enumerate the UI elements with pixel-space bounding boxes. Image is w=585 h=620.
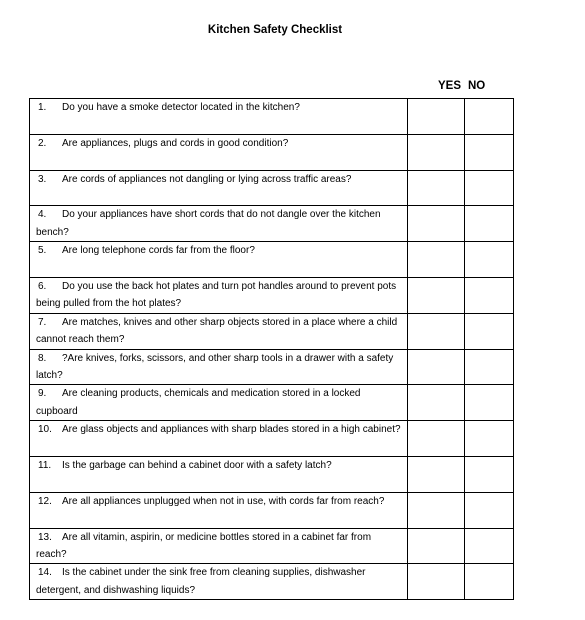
checklist-row <box>30 564 514 600</box>
question-text: Do you use the back hot plates and turn pot handles around to prevent pots being pulled from the hot plates? <box>36 280 397 310</box>
question-content <box>30 385 407 420</box>
question-content <box>30 493 407 528</box>
yes-answer-cell[interactable] <box>408 277 465 313</box>
question-text: Do you have a smoke detector located in the kitchen? <box>62 102 300 113</box>
no-answer-cell[interactable] <box>465 242 514 278</box>
checklist-row <box>30 277 514 313</box>
question-text: Are matches, knives and other sharp objects stored in a place where a child cannot reach them? <box>36 316 398 346</box>
question-content <box>30 171 407 206</box>
question-cell <box>30 99 408 135</box>
checklist-body <box>30 99 514 600</box>
question-cell <box>30 242 408 278</box>
checklist-row <box>30 170 514 206</box>
question-content <box>30 350 407 385</box>
question-text: ?Are knives, forks, scissors, and other sharp tools in a drawer with a safety latch? <box>36 352 394 382</box>
question-content <box>30 99 407 134</box>
checklist-row <box>30 492 514 528</box>
question-number: 7. <box>38 316 47 328</box>
question-content <box>30 421 407 456</box>
question-text: Are all vitamin, aspirin, or medicine bottles stored in a cabinet far from reach? <box>36 531 372 561</box>
no-answer-cell[interactable] <box>465 277 514 313</box>
question-number: 2. <box>38 137 47 149</box>
checklist-row <box>30 385 514 421</box>
yes-answer-cell[interactable] <box>408 421 465 457</box>
no-answer-cell[interactable] <box>465 349 514 385</box>
question-content <box>30 278 407 313</box>
yes-answer-cell[interactable] <box>408 206 465 242</box>
question-number: 11. <box>38 459 52 471</box>
no-answer-cell[interactable] <box>465 528 514 564</box>
checklist-row <box>30 134 514 170</box>
yes-answer-cell[interactable] <box>408 564 465 600</box>
question-content <box>30 135 407 170</box>
question-number: 14. <box>38 567 52 579</box>
page-title: Kitchen Safety Checklist <box>207 24 343 36</box>
no-answer-cell[interactable] <box>465 206 514 242</box>
question-cell <box>30 456 408 492</box>
question-text: Is the garbage can behind a cabinet door with a safety latch? <box>62 459 332 471</box>
no-answer-cell[interactable] <box>465 492 514 528</box>
question-number: 13. <box>38 531 52 543</box>
question-number: 8. <box>38 352 47 364</box>
yes-answer-cell[interactable] <box>408 385 465 421</box>
question-cell <box>30 277 408 313</box>
checklist-row <box>30 421 514 457</box>
question-cell <box>30 564 408 600</box>
checklist-row <box>30 242 514 278</box>
question-number: 6. <box>38 280 47 292</box>
question-number: 3. <box>38 173 47 185</box>
question-text: Are cords of appliances not dangling or lying across traffic areas? <box>62 173 352 185</box>
question-cell <box>30 421 408 457</box>
question-text: Are glass objects and appliances with sharp blades stored in a high cabinet? <box>62 424 401 436</box>
no-column-header: NO <box>468 80 486 92</box>
question-text: Are cleaning products, chemicals and medication stored in a locked cupboard <box>36 388 361 417</box>
no-answer-cell[interactable] <box>465 134 514 170</box>
yes-answer-cell[interactable] <box>408 170 465 206</box>
checklist-row <box>30 99 514 135</box>
question-number: 9. <box>38 388 47 400</box>
yes-answer-cell[interactable] <box>408 528 465 564</box>
no-answer-cell[interactable] <box>465 313 514 349</box>
question-text: Do your appliances have short cords that do not dangle over the kitchen bench? <box>36 209 381 238</box>
yes-column-header: YES <box>438 80 462 92</box>
yes-answer-cell[interactable] <box>408 242 465 278</box>
question-content <box>30 206 407 241</box>
no-answer-cell[interactable] <box>465 456 514 492</box>
question-cell <box>30 528 408 564</box>
question-content <box>30 457 407 492</box>
checklist-row <box>30 313 514 349</box>
question-text: Are appliances, plugs and cords in good condition? <box>62 137 289 149</box>
question-number: 5. <box>38 245 47 257</box>
yes-answer-cell[interactable] <box>408 134 465 170</box>
no-answer-cell[interactable] <box>465 170 514 206</box>
question-cell <box>30 170 408 206</box>
question-content <box>30 242 407 277</box>
question-text: Are all appliances unplugged when not in use, with cords far from reach? <box>62 495 385 507</box>
checklist-row <box>30 349 514 385</box>
checklist-table <box>29 98 514 600</box>
question-content <box>30 314 407 349</box>
no-answer-cell[interactable] <box>465 421 514 457</box>
question-number: 10. <box>38 424 52 436</box>
question-text: Is the cabinet under the sink free from cleaning supplies, dishwasher detergent, and dishwashing liquids? <box>36 567 366 596</box>
question-cell <box>30 313 408 349</box>
no-answer-cell[interactable] <box>465 564 514 600</box>
question-number: 12. <box>38 495 52 507</box>
checklist-row <box>30 528 514 564</box>
yes-answer-cell[interactable] <box>408 349 465 385</box>
yes-answer-cell[interactable] <box>408 456 465 492</box>
question-cell <box>30 349 408 385</box>
question-content <box>30 564 407 599</box>
question-cell <box>30 385 408 421</box>
yes-answer-cell[interactable] <box>408 99 465 135</box>
question-number: 1. <box>38 102 47 113</box>
checklist-row <box>30 206 514 242</box>
no-answer-cell[interactable] <box>465 385 514 421</box>
yes-answer-cell[interactable] <box>408 492 465 528</box>
question-number: 4. <box>38 209 47 221</box>
no-answer-cell[interactable] <box>465 99 514 135</box>
question-cell <box>30 206 408 242</box>
question-content <box>30 529 407 564</box>
checklist-row <box>30 456 514 492</box>
yes-answer-cell[interactable] <box>408 313 465 349</box>
question-text: Are long telephone cords far from the floor? <box>62 245 255 257</box>
question-cell <box>30 134 408 170</box>
question-cell <box>30 492 408 528</box>
